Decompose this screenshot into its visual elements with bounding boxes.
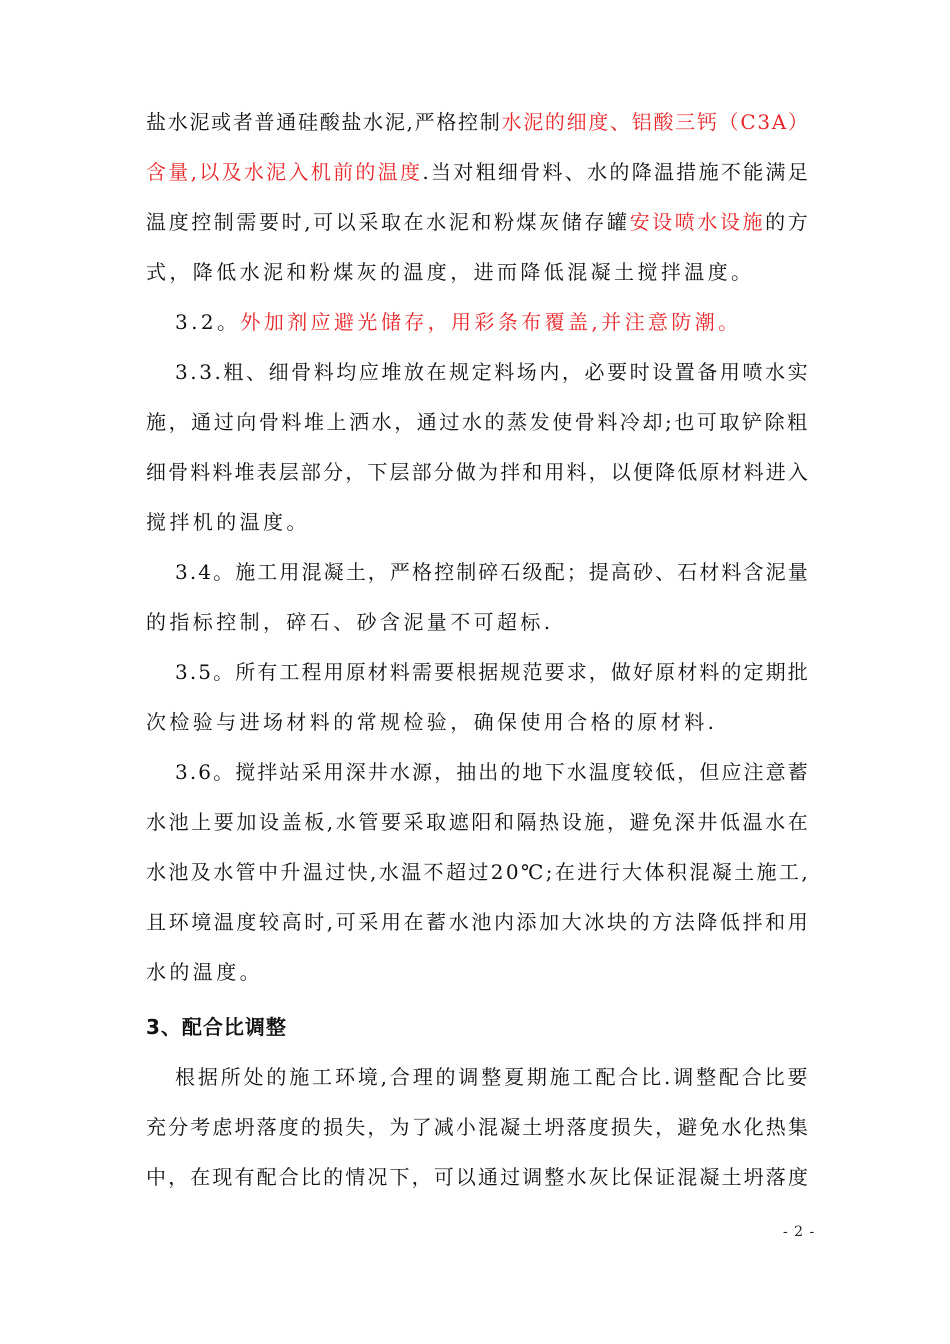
text-run: 盐水泥或者普通硅酸盐水泥,严格控制: [146, 110, 502, 134]
highlighted-text: 安设喷水设施: [629, 210, 766, 234]
text-run: 水的温度。: [146, 960, 263, 984]
text-line: [146, 947, 263, 997]
text-run: 水池上要加设盖板,水管要采取遮阳和隔热设施，避免深井低温水在: [146, 810, 811, 834]
highlighted-text: 外加剂应避光储存，用彩条布覆盖,并注意防潮。: [240, 310, 742, 334]
text-run: 3.3.粗、细骨料均应堆放在规定料场内，必要时设置备用喷水实: [175, 360, 811, 384]
highlighted-text: 水泥的细度、铝酸三钙（C3A）: [501, 110, 810, 134]
text-line: [175, 747, 810, 797]
text-line: [175, 297, 742, 347]
text-line: [146, 397, 810, 447]
text-line: [146, 847, 810, 897]
text-line: [175, 347, 810, 397]
text-run: 式，降低水泥和粉煤灰的温度，进而降低混凝土搅拌温度。: [146, 260, 755, 284]
text-run: 的指标控制，碎石、砂含泥量不可超标.: [146, 610, 554, 634]
text-run: 施，通过向骨料堆上洒水，通过水的蒸发使骨料冷却;也可取铲除粗: [146, 410, 810, 434]
text-run: 中，在现有配合比的情况下，可以通过调整水灰比保证混凝土坍落度: [146, 1165, 810, 1189]
text-run: 3.2。: [175, 310, 241, 334]
text-line: [146, 1102, 810, 1152]
text-line: [146, 247, 754, 297]
text-run: 细骨料料堆表层部分，下层部分做为拌和用料，以便降低原材料进入: [146, 460, 810, 484]
text-line: [175, 547, 810, 597]
text-run: 水池及水管中升温过快,水温不超过20℃;在进行大体积混凝土施工,: [146, 860, 811, 884]
text-line: [146, 697, 717, 747]
text-line: [146, 497, 310, 547]
text-line: [146, 597, 554, 647]
text-run: 次检验与进场材料的常规检验，确保使用合格的原材料.: [146, 710, 718, 734]
text-run: 充分考虑坍落度的损失，为了减小混凝土坍落度损失，避免水化热集: [146, 1115, 810, 1139]
text-line: [146, 797, 810, 847]
text-line: [175, 647, 810, 697]
text-line: [146, 197, 810, 247]
text-run: 温度控制需要时,可以采取在水泥和粉煤灰储存罐: [146, 210, 630, 234]
text-line: [146, 447, 810, 497]
text-run: 根据所处的施工环境,合理的调整夏期施工配合比.调整配合比要: [175, 1065, 811, 1089]
highlighted-text: 含量,以及水泥入机前的温度: [146, 160, 423, 184]
page-number: - 2 -: [783, 1224, 816, 1240]
text-line: [146, 897, 810, 947]
text-run: 搅拌机的温度。: [146, 510, 310, 534]
text-line: [146, 97, 810, 147]
text-line: [146, 1152, 810, 1202]
text-run: 且环境温度较高时,可采用在蓄水池内添加大冰块的方法降低拌和用: [146, 910, 811, 934]
text-run: .当对粗细骨料、水的降温措施不能满足: [422, 160, 811, 184]
text-run: 3.4。施工用混凝土，严格控制碎石级配；提高砂、石材料含泥量: [175, 560, 810, 584]
text-run: 3.6。搅拌站采用深井水源，抽出的地下水温度较低，但应注意蓄: [175, 760, 810, 784]
text-line: [175, 1052, 810, 1102]
text-line: [146, 147, 810, 197]
section-heading: 3、配合比调整: [146, 1015, 287, 1039]
text-run: 3.5。所有工程用原材料需要根据规范要求，做好原材料的定期批: [175, 660, 810, 684]
text-run: 的方: [765, 210, 811, 234]
